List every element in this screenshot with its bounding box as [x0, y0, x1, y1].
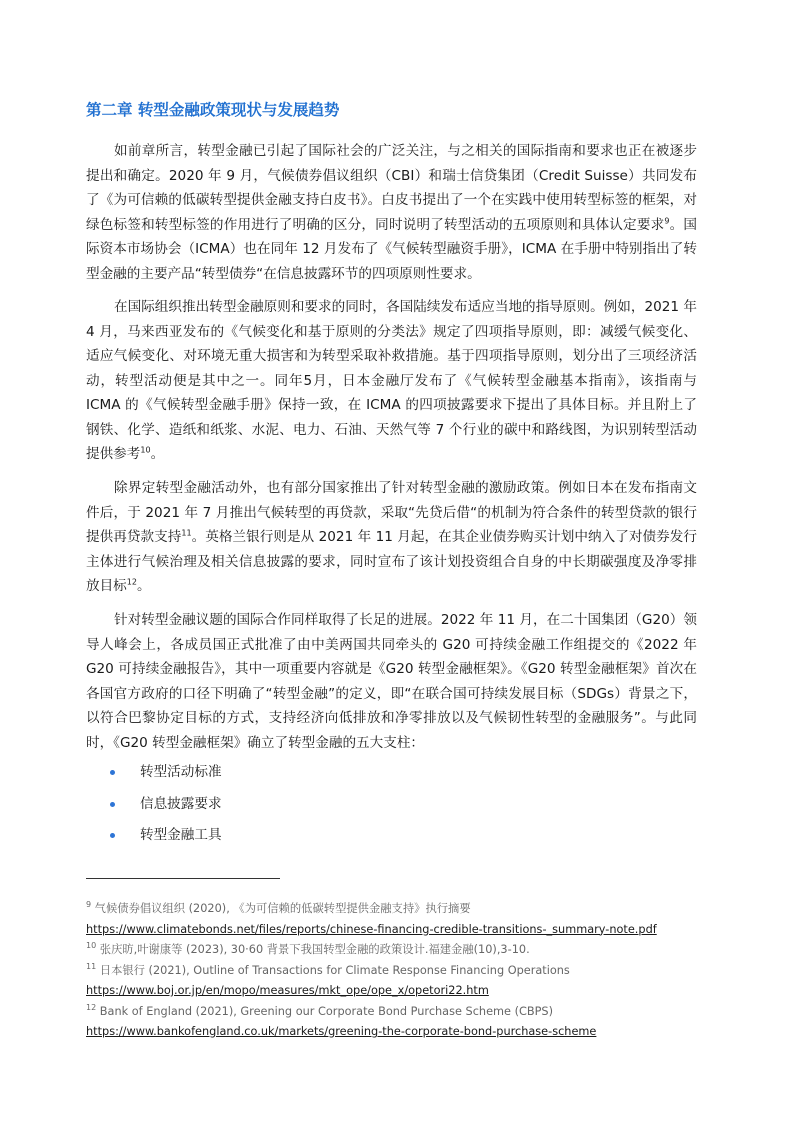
paragraph-2-text-b: 。	[150, 446, 165, 462]
footnote-number: 9	[86, 900, 92, 910]
paragraph-1	[86, 139, 697, 286]
footnote-number: 12	[86, 1002, 97, 1012]
paragraph-3-text-c: 。	[136, 578, 151, 594]
footnote-number: 11	[86, 961, 97, 971]
paragraph-3-text-b: 。英格兰银行则是从 2021 年 11 月起，在其企业债券购买计划中纳入了对债券发行主体进行气候治理及相关信息披露的要求，同时宣布了该计划投资组合自身的中长期碳强度及净零排放目标	[86, 529, 697, 594]
footnote-10	[86, 940, 726, 961]
footnote-text: 张庆昉,叶谢康等 (2023), 30·60 背景下我国转型金融的政策设计.福建金融(10),3-10.	[96, 943, 530, 956]
list-item	[110, 792, 222, 824]
footnote-9-link[interactable]: https://www.climatebonds.net/files/reports/chinese-financing-credible-transitions-_summary-note.pdf	[86, 922, 657, 936]
list-item	[110, 823, 222, 855]
footnote-number: 10	[86, 941, 97, 951]
pillars-list	[110, 760, 222, 855]
footnote-12-link-line	[86, 1022, 726, 1043]
footnote-ref-9[interactable]: 9	[664, 215, 670, 225]
footnote-12	[86, 1002, 726, 1023]
paragraph-1-text-a: 如前章所言，转型金融已引起了国际社会的广泛关注，与之相关的国际指南和要求也正在被逐步提出和确定。2020 年 9 月，气候债券倡议组织（CBI）和瑞士信贷集团（Credit Suisse）共同发布了《为可信赖的低碳转型提供金融支持白皮书》。白皮书提出了一个在实践中使用转型标签的框架，对绿色标签和转型标签的作用进行了明确的区分，同时说明了转型活动的五项原则和具体认定要求	[86, 143, 697, 233]
footnote-11-link-line	[86, 981, 726, 1002]
paragraph-1-text-b: 。国际资本市场协会（ICMA）也在同年 12 月发布了《气候转型融资手册》，ICMA 在手册中特别指出了转型金融的主要产品“转型债券“在信息披露环节的四项原则性要求。	[86, 216, 698, 282]
footnote-11	[86, 961, 726, 982]
footnote-ref-12[interactable]: 12	[126, 577, 137, 587]
list-item-label: 转型金融工具	[140, 827, 222, 843]
footnote-text: 气候债券倡议组织 (2020), 《为可信赖的低碳转型提供金融支持》执行摘要	[91, 902, 471, 915]
bullet-icon	[110, 770, 115, 775]
footnote-11-link[interactable]: https://www.boj.or.jp/en/mopo/measures/mkt_ope/ope_x/opetori22.htm	[86, 984, 489, 997]
footnote-text: 日本银行 (2021), Outline of Transactions for Climate Response Financing Operations	[96, 963, 570, 977]
footnote-divider	[86, 878, 280, 879]
list-item-label: 信息披露要求	[140, 795, 222, 812]
footnote-12-link[interactable]: https://www.bankofengland.co.uk/markets/greening-the-corporate-bond-purchase-scheme	[86, 1025, 597, 1038]
footnote-ref-11[interactable]: 11	[181, 528, 192, 538]
footnote-ref-10[interactable]: 10	[140, 445, 151, 455]
chapter-title: 第二章 转型金融政策现状与发展趋势	[86, 101, 340, 119]
paragraph-2-text-a: 在国际组织推出转型金融原则和要求的同时，各国陆续发布适应当地的指导原则。例如，2021 年 4 月，马来西亚发布的《气候变化和基于原则的分类法》规定了四项指导原则，即：减缓气候变化、适应气候变化、对环境无重大损害和为转型采取补救措施。基于四项指导原则，划分出了三项经济活动，转型活动便是其中之一。同年5月，日本金融厅发布了《气候转型金融基本指南》，该指南与 ICMA 的《气候转型金融手册》保持一致，在 ICMA 的四项披露要求下提出了具体目标。并且附上了钢铁、化学、造纸和纸浆、水泥、电力、石油、天然气等 7 个行业的碳中和路线图，为识别转型活动提供参考	[86, 299, 697, 462]
bullet-icon	[110, 802, 115, 807]
paragraph-2	[86, 295, 697, 467]
paragraph-4: 针对转型金融议题的国际合作同样取得了长足的进展。2022 年 11 月，在二十国集团（G20）领导人峰会上，各成员国正式批准了由中美两国共同牵头的 G20 可持续金融工作组提交的《2022 年 G20 可持续金融报告》，其中一项重要内容就是《G20 转型金融框架》。《G20 转型金融框架》首次在各国官方政府的口径下明确了“转型金融”的定义，即“在联合国可持续发展目标（SDGs）背景之下，以符合巴黎协定目标的方式，支持经济向低排放和净零排放以及气候韧性转型的金融服务”。与此同时，《G20 转型金融框架》确立了转型金融的五大支柱：	[86, 612, 697, 751]
footnotes	[86, 899, 726, 1043]
paragraph-3-text-a: 除界定转型金融活动外，也有部分国家推出了针对转型金融的激励政策。例如日本在发布指南文件后，于 2021 年 7 月推出气候转型的再贷款，采取“先贷后借“的机制为符合条件的转型贷款的银行提供再贷款支持	[86, 480, 697, 545]
list-item-label: 转型活动标准	[140, 764, 222, 780]
footnote-9	[86, 899, 726, 920]
list-item	[110, 760, 222, 792]
bullet-icon	[110, 833, 115, 838]
paragraph-3	[86, 476, 697, 599]
footnote-9-link-line	[86, 920, 726, 941]
footnote-text: Bank of England (2021), Greening our Corporate Bond Purchase Scheme (CBPS)	[96, 1004, 554, 1018]
